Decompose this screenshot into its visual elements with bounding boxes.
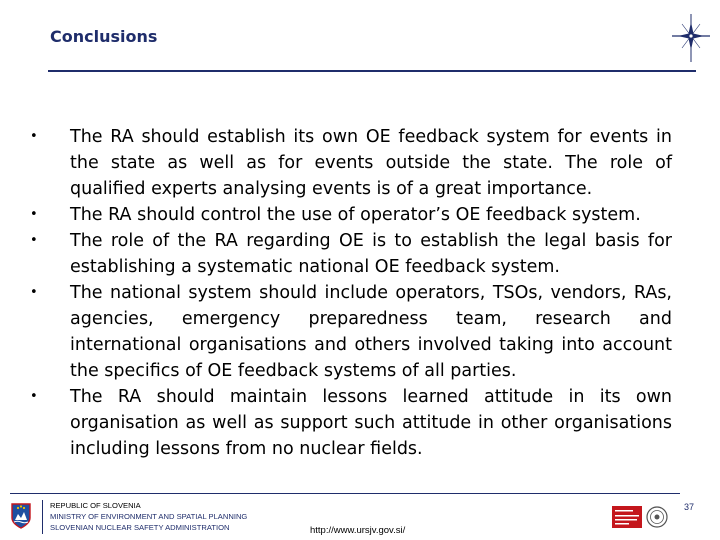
bullet-item: • The RA should establish its own OE feedback system for events in the state as well as for events outside the state. The role of qualified experts analysing events is of a great importance.: [30, 124, 672, 202]
bullet-item: • The national system should include operators, TSOs, vendors, RAs, agencies, emergency preparedness team, research and international organisations and others involved taking into account the specifics of OE feedback systems of all parties.: [30, 280, 672, 384]
page-number: 37: [684, 502, 695, 512]
org-administration: SLOVENIAN NUCLEAR SAFETY ADMINISTRATION: [50, 523, 230, 532]
bullet-list: [30, 124, 672, 462]
certification-seal-icon: [612, 505, 670, 529]
bullet-item: • The role of the RA regarding OE is to establish the legal basis for establishing a systematic national OE feedback system.: [30, 228, 672, 280]
header-divider: [48, 70, 696, 72]
org-ministry: MINISTRY OF ENVIRONMENT AND SPATIAL PLANNING: [50, 512, 248, 521]
slovenia-crest-icon: [10, 502, 32, 530]
footer-url-link[interactable]: http://www.ursjv.gov.si/: [310, 525, 406, 536]
footer-divider: [10, 493, 680, 494]
bullet-item: • The RA should maintain lessons learned attitude in its own organisation as well as support such attitude in other organisations including lessons from no nuclear fields.: [30, 384, 672, 462]
bullet-item: • The RA should control the use of operator’s OE feedback system.: [30, 202, 672, 228]
footer-organization: [50, 500, 247, 533]
compass-star-icon: [668, 10, 714, 66]
slide-title: Conclusions: [50, 27, 158, 46]
footer-separator: [42, 500, 43, 534]
org-country: REPUBLIC OF SLOVENIA: [50, 501, 141, 510]
